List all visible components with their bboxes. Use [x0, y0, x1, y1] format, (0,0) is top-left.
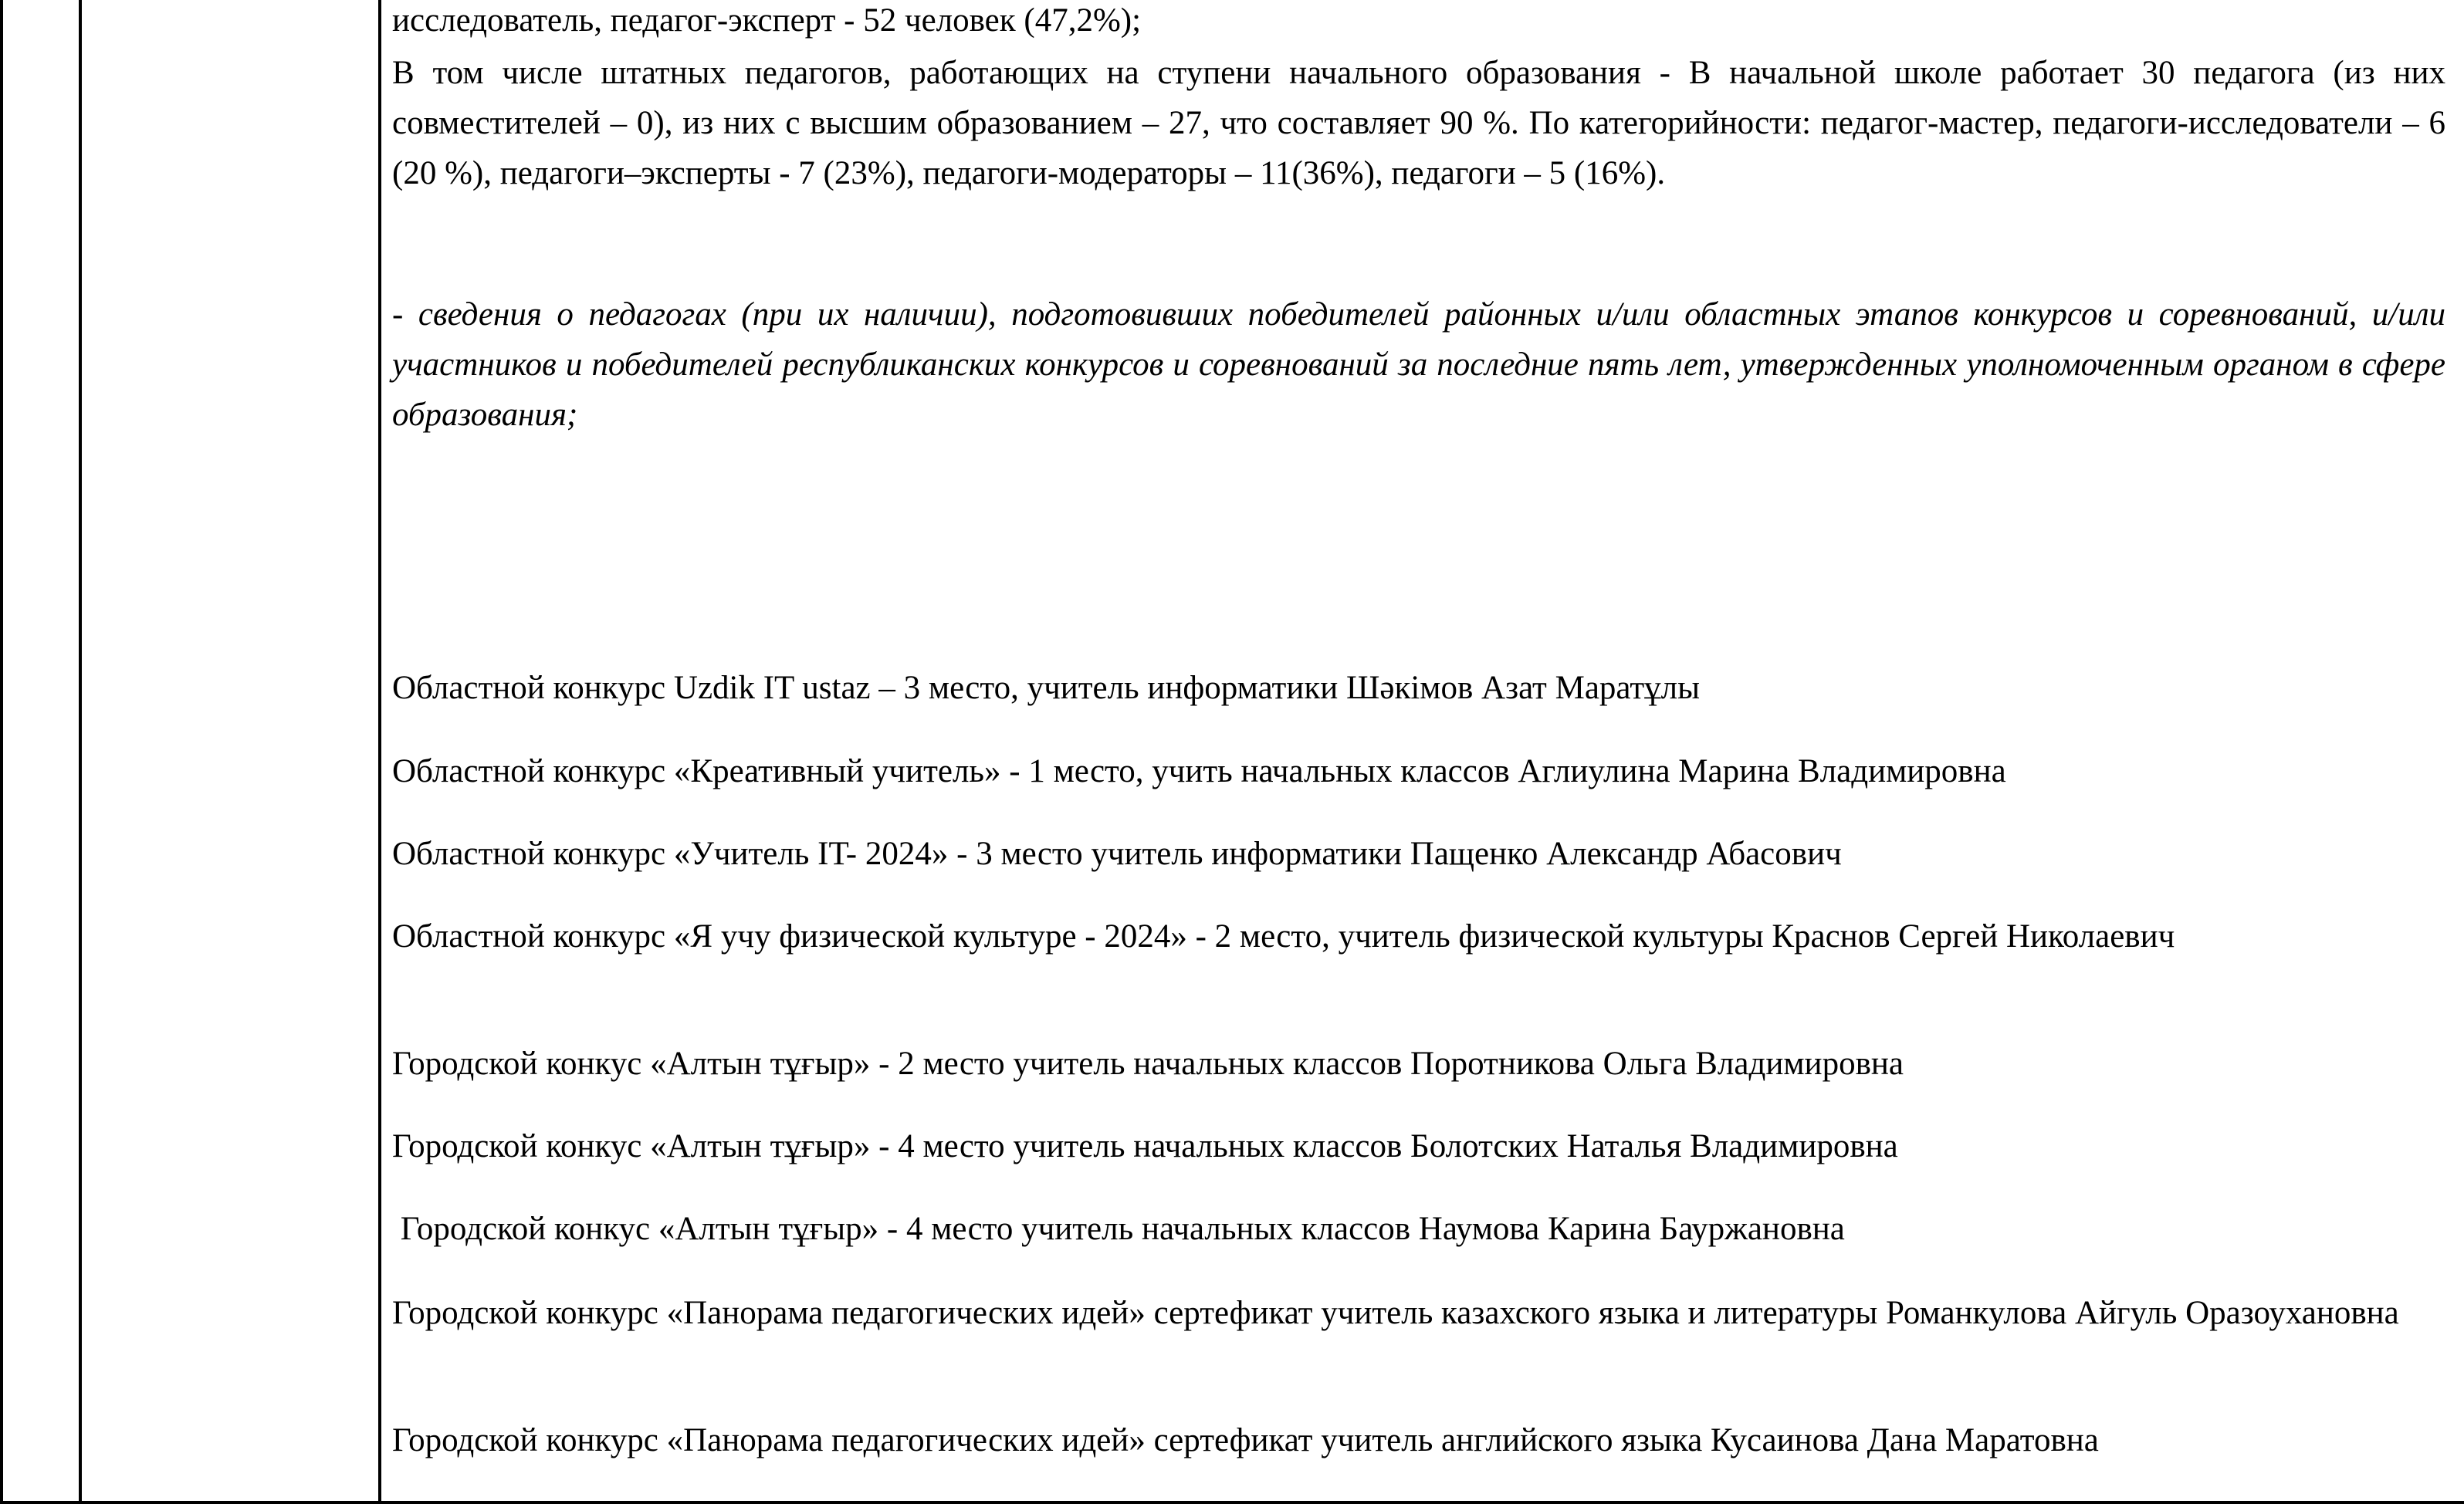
list-item: Городской конкурс «Панорама педагогических идей» сертефикат учитель казахского языка и литературы Романкулова Айгуль Оразоухановна	[392, 1295, 2399, 1331]
list-item: Городской конкус «Алтын тұғыр» - 4 место учитель начальных классов Наумова Карина Бауржановна	[392, 1211, 1845, 1247]
italic-requirement-paragraph: - сведения о педагогах (при их наличии), подготовивших победителей районных и/или областных этапов конкурсов и соревнований, и/или участников и победителей республиканских конкурсов и соревнований за последние пять лет, утвержденных уполномоченным органом в сфере образования;	[392, 296, 2445, 433]
list-item: Областной конкурс «Я учу физической культуре - 2024» - 2 место, учитель физической культуры Краснов Сергей Николаевич	[392, 918, 2175, 955]
table-column-number	[3, 0, 82, 1501]
staff-paragraph: В том числе штатных педагогов, работающих на ступени начального образования - В начальной школе работает 30 педагога (из них совместителей – 0), из них с высшим образованием – 27, что составляет 90 %. По категорийности: педагог-мастер, педагоги-исследователи – 6 (20 %), педагоги–эксперты - 7 (23%), педагоги-модераторы – 11(36%), педагоги – 5 (16%).	[392, 55, 2445, 191]
list-item: Городской конкурс «Панорама педагогических идей» сертефикат учитель английского языка Кусаинова Дана Маратовна	[392, 1422, 2099, 1458]
list-item: Городской конкус «Алтын тұғыр» - 4 место учитель начальных классов Болотских Наталья Владимировна	[392, 1128, 1898, 1164]
list-item: Областной конкурс Uzdik IT ustaz – 3 место, учитель информатики Шәкімов Азат Маратұлы	[392, 670, 1701, 706]
list-item: Городской конкус «Алтын тұғыр» - 2 место учитель начальных классов Поротникова Ольга Владимировна	[392, 1046, 1904, 1082]
table-column-criterion	[82, 0, 381, 1501]
list-item: Областной конкурс «Учитель IT- 2024» - 3 место учитель информатики Пащенко Александр Абасович	[392, 836, 1842, 872]
intro-line: исследователь, педагог-эксперт - 52 человек (47,2%);	[392, 2, 1142, 39]
list-item: Областной конкурс «Креативный учитель» - 1 место, учить начальных классов Аглиулина Марина Владимировна	[392, 753, 2006, 789]
